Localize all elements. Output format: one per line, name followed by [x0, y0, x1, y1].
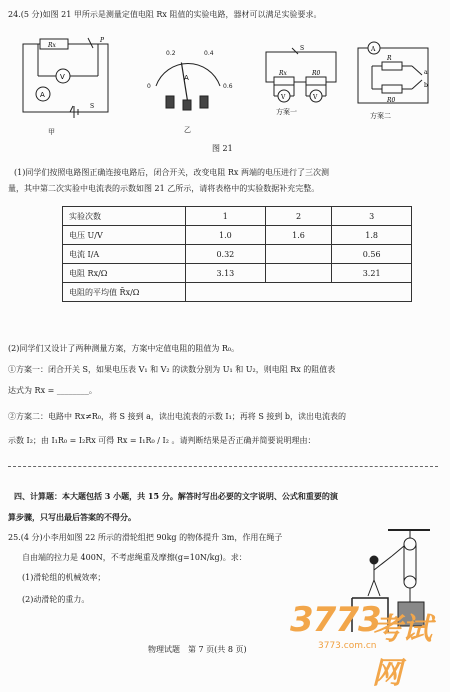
q25-line4: (2)动滑轮的重力。 [22, 595, 90, 604]
q24-part1-line2: 量，其中第二次实验中电流表的示数如图 21 乙所示，请将表格中的实验数据补充完整。 [8, 184, 320, 193]
ammeter-fangan2-icon: A [371, 46, 376, 53]
watermark-url: 3773.com.cn [318, 641, 377, 651]
q24-header: 24.(5 分)如图 21 甲所示是测量定值电阻 Rx 阻值的实验电路，器材可以满足实验要求。 [8, 10, 322, 19]
q24-part2-line2: ①方案一：闭合开关 S，如果电压表 V₁ 和 V₂ 的读数分别为 U₁ 和 U₂，则电阻 Rx 的阻值表 [8, 365, 336, 374]
svg-text:b: b [424, 82, 428, 89]
q24-part1-line1: (1)同学们按照电路图正确连接电路后，闭合开关，改变电阻 Rx 两端的电压进行了三次测 [14, 168, 329, 177]
ammeter-dial-figure [147, 46, 233, 126]
table-cell: 3.13 [186, 264, 266, 283]
svg-text:Rx: Rx [48, 42, 56, 49]
svg-text:S: S [300, 45, 305, 52]
dial-scale-label: 0 [147, 83, 151, 90]
svg-text:R0: R0 [387, 97, 396, 104]
label-fangan2: 方案二 [370, 112, 391, 120]
q24-part2-line1: (2)同学们又设计了两种测量方案，方案中定值电阻的阻值为 R₀。 [8, 344, 240, 353]
table-cell: 0.32 [186, 245, 266, 264]
table-cell [265, 264, 332, 283]
dial-scale-label: 0.6 [223, 83, 233, 90]
q24-part2-line4: ②方案二：电路中 Rx≠R₀，将 S 接到 a，读出电流表的示数 I₁；再将 S 接到 b，读出电流表的 [8, 412, 347, 421]
svg-text:P: P [100, 37, 105, 44]
section4-line2: 算步骤，只写出最后答案的不得分。 [8, 512, 136, 522]
table-cell: 0.56 [332, 245, 412, 264]
table-cell: 1.0 [186, 226, 266, 245]
svg-text:S: S [90, 103, 95, 110]
circuit-fangan1-figure [262, 44, 340, 108]
row-label: 电阻 Rx/Ω [63, 264, 186, 283]
table-cell: 1.8 [332, 226, 412, 245]
figure-caption: 图 21 [212, 144, 233, 153]
section4-line1: 四、计算题：本大题包括 3 小题，共 15 分。解答时写出必要的文字说明、公式和重要的演 [14, 491, 338, 501]
row-label: 电阻的平均值 R̄x/Ω [63, 283, 186, 302]
q24-part2-line5: 示数 I₂；由 I₁R₀ = I₂Rx 可得 Rx = I₁R₀ / I₂ 。请判断结果是否正确并简要说明理由： [8, 436, 316, 445]
ammeter-a-icon: A [184, 74, 189, 82]
voltmeter-v1-icon: V [281, 94, 286, 101]
table-row [63, 264, 412, 283]
data-table [62, 206, 412, 302]
row-label: 电流 I/A [63, 245, 186, 264]
svg-text:R: R [387, 55, 392, 62]
q25-line1: 25.(4 分)小李用如图 22 所示的滑轮组把 90kg 的物体提升 3m，作用在绳子 [8, 533, 283, 542]
page-footer: 物理试题 第 7 页(共 8 页) [148, 645, 247, 654]
row-label: 实验次数 [63, 207, 186, 226]
table-cell [186, 283, 412, 302]
svg-text:a: a [424, 69, 428, 76]
circuit-jia-figure [18, 36, 118, 126]
answer-line[interactable] [8, 466, 438, 467]
svg-text:R0: R0 [312, 70, 321, 77]
dial-scale-label: 0.4 [204, 50, 214, 58]
circuit-fangan2-figure [352, 40, 436, 112]
fixed-pulley-icon [404, 538, 416, 550]
ammeter-icon: A [40, 91, 45, 99]
table-cell: 1.6 [265, 226, 332, 245]
table-row [63, 245, 412, 264]
label-fangan1: 方案一 [276, 108, 297, 116]
watermark-number: 3773 [290, 600, 381, 640]
table-row [63, 283, 412, 302]
label-jia: 甲 [48, 128, 55, 136]
q24-part2-line3: 达式为 Rx = ________。 [8, 386, 97, 395]
movable-pulley-icon [404, 576, 416, 588]
q25-line3: (1)滑轮组的机械效率； [22, 573, 106, 582]
dial-needle [181, 63, 188, 105]
table-cell: 3.21 [332, 264, 412, 283]
table-row [63, 226, 412, 245]
svg-text:Rx: Rx [279, 70, 287, 77]
table-cell: 2 [265, 207, 332, 226]
table-cell: 1 [186, 207, 266, 226]
voltmeter-icon: V [60, 73, 65, 81]
voltmeter-v2-icon: V [313, 94, 318, 101]
table-row [63, 207, 412, 226]
label-yi: 乙 [184, 126, 191, 134]
watermark-text: 考试网 [372, 612, 432, 691]
row-label: 电压 U/V [63, 226, 186, 245]
dial-scale-label: 0.2 [166, 50, 176, 58]
q25-line2: 自由端的拉力是 400N，不考虑绳重及摩擦(g=10N/kg)。求： [22, 553, 247, 562]
table-cell [265, 245, 332, 264]
table-cell: 3 [332, 207, 412, 226]
